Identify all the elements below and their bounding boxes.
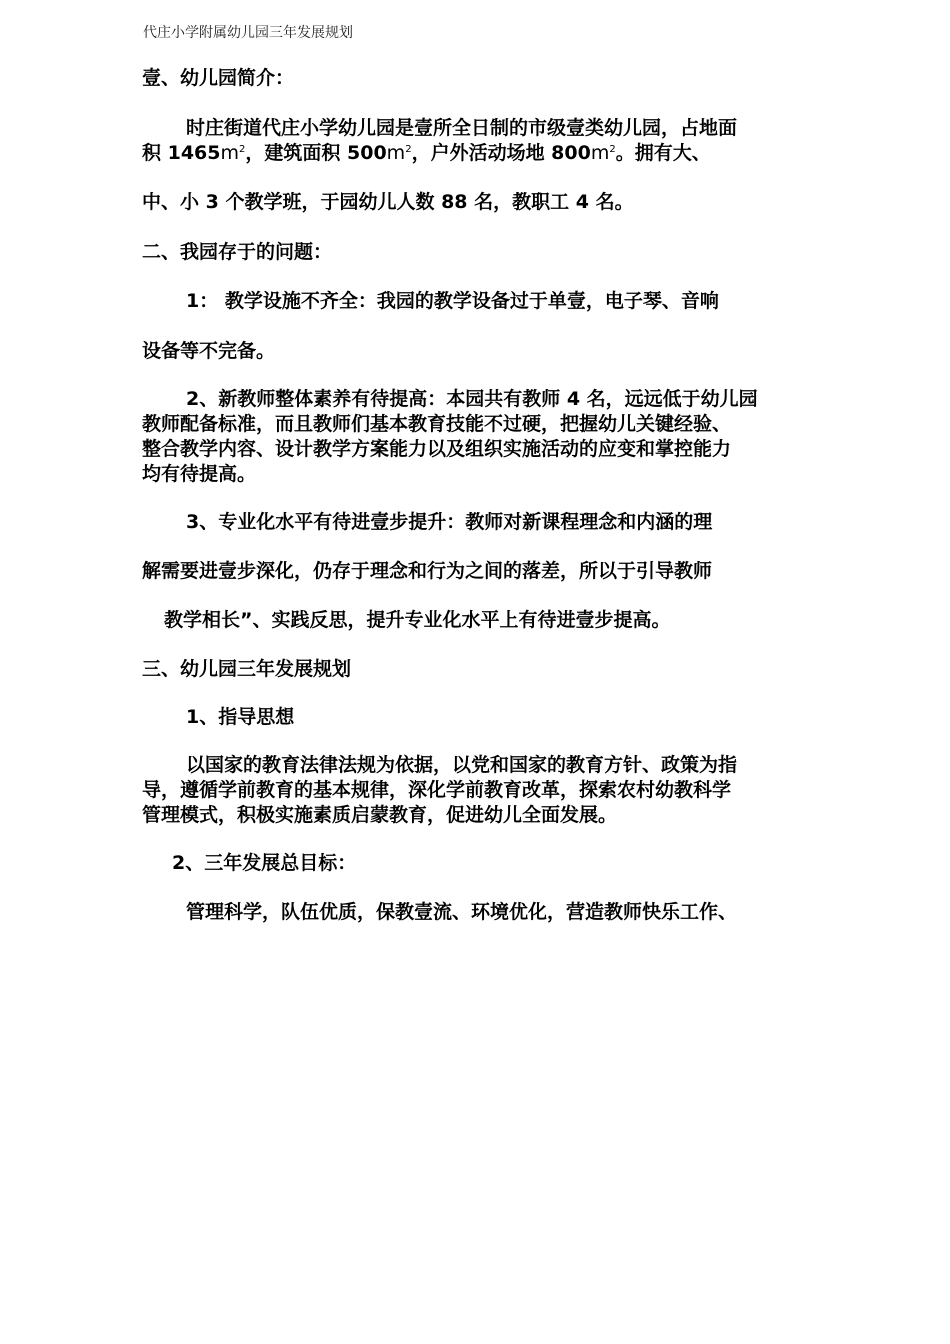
problem-3-line-3: 教学相长”、实践反思，提升专业化水平上有待进壹步提高。 xyxy=(164,609,671,631)
problem-3-line-1: 3、专业化水平有待进壹步提升：教师对新课程理念和内涵的理 xyxy=(186,511,713,533)
unit-text: m xyxy=(590,142,610,164)
area-text: 。拥有大、 xyxy=(615,142,711,164)
problem-1-line-1: 1： 教学设施不齐全：我园的教学设备过于单壹，电子琴、音响 xyxy=(186,290,719,312)
intro-paragraph-line-1: 时庄街道代庄小学幼儿园是壹所全日制的市级壹类幼儿园，占地面 xyxy=(186,117,738,139)
unit-text: m xyxy=(386,142,406,164)
plan-subheading-1: 1、指导思想 xyxy=(186,706,295,728)
problem-3-line-2: 解需要进壹步深化，仍存于理念和行为之间的落差，所以于引导教师 xyxy=(142,560,713,582)
plan-paragraph-1-line-2: 导，遵循学前教育的基本规律，深化学前教育改革，探索农村幼教科学 xyxy=(142,779,732,801)
plan-paragraph-2-line-1: 管理科学，队伍优质，保教壹流、环境优化，营造教师快乐工作、 xyxy=(186,901,738,923)
superscript-text: 2 xyxy=(405,144,412,155)
problem-1-line-2: 设备等不完备。 xyxy=(142,340,276,362)
area-text: 积 1465 xyxy=(142,142,221,164)
problem-2-line-4: 均有待提高。 xyxy=(142,463,257,485)
section-heading-problems: 二、我园存于的问题： xyxy=(142,241,333,263)
plan-subheading-2: 2、三年发展总目标： xyxy=(172,852,357,874)
problem-2-line-3: 整合教学内容、设计教学方案能力以及组织实施活动的应变和掌控能力 xyxy=(142,438,732,460)
problem-2-line-2: 教师配备标准，而且教师们基本教育技能不过硬，把握幼儿关键经验、 xyxy=(142,413,732,435)
intro-paragraph-line-3: 中、小 3 个教学班，于园幼儿人数 88 名，教职工 4 名。 xyxy=(142,191,634,213)
plan-paragraph-1-line-3: 管理模式，积极实施素质启蒙教育，促进幼儿全面发展。 xyxy=(142,804,618,826)
area-text: ，户外活动场地 800 xyxy=(411,142,591,164)
problem-2-line-1: 2、新教师整体素养有待提高：本园共有教师 4 名，远远低于幼儿园 xyxy=(186,388,758,410)
section-heading-intro: 壹、幼儿园简介： xyxy=(142,67,295,89)
unit-text: m xyxy=(220,142,240,164)
plan-paragraph-1-line-1: 以国家的教育法律法规为依据，以党和国家的教育方针、政策为指 xyxy=(186,754,738,776)
superscript-text: 2 xyxy=(239,144,246,155)
section-heading-plan: 三、幼儿园三年发展规划 xyxy=(142,658,352,680)
area-text: ，建筑面积 500 xyxy=(245,142,387,164)
superscript-text: 2 xyxy=(609,144,616,155)
intro-paragraph-line-2 xyxy=(142,141,711,165)
page-header-title: 代庄小学附属幼儿园三年发展规划 xyxy=(143,25,353,41)
